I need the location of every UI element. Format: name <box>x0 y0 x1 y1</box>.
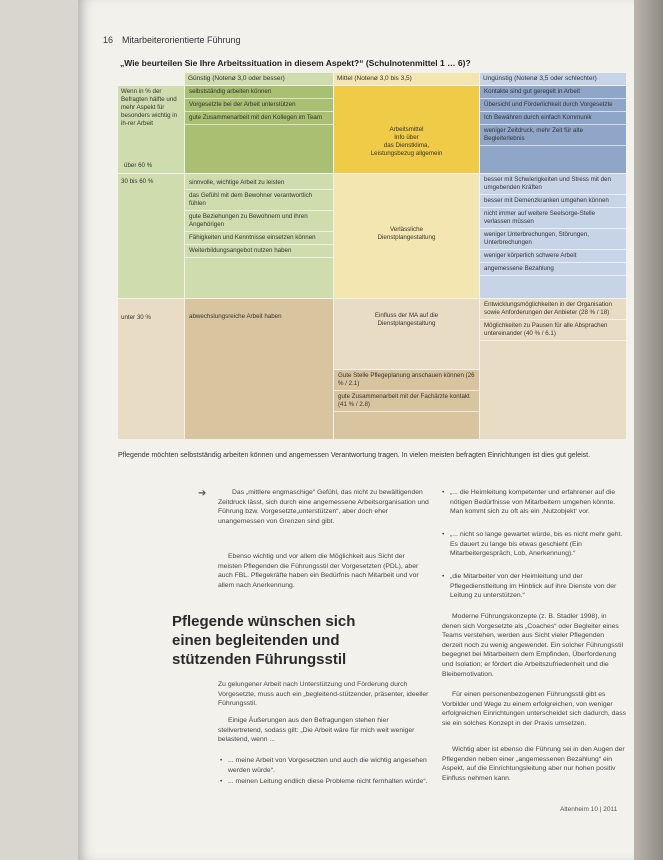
cell-good-row1 <box>185 86 333 173</box>
cell-item: Übersicht und Förderlichkeit durch Vorgesetzte <box>480 99 626 112</box>
col-header-good: Günstig (Notenø 3,0 oder besser) <box>185 73 333 85</box>
cell-item: Dienstplangestaltung <box>377 234 436 241</box>
row-sub-label: über 60 % <box>124 162 153 169</box>
row-sub-label: 30 bis 60 % <box>121 178 154 185</box>
cell-item: Ich Bewähren durch einfach Kommunik <box>480 112 626 125</box>
paragraph: Für einen personenbezogenen Führungsstil gibt es Vorbilder und Wege zu einem erfolgreichen, von weniger erfolgreichen Einrichtungen unterscheidet sich dadurch, dass sie ein solches Konzept in der Praxis umsetzen. <box>442 691 627 727</box>
bullet-item: • „... die Heimleitung kompetenter und erfahrener auf die nötigen Bedürfnisse von Mitarbeitern umgehen könnte. Man kommt sich zu oft als ein ,Nutzobjekt‘ vor. <box>450 488 626 517</box>
journal-footer: Altenheim 10 | 2011 <box>560 806 618 813</box>
cell-item: Vorgesetzte bei der Arbeit unterstützen <box>185 99 333 112</box>
section-title: Mitarbeiterorientierte Führung <box>122 35 241 45</box>
cell-item: Kontakte sind gut geregelt in Arbeit <box>480 86 626 99</box>
cell-item: weniger Unterbrechungen, Störungen, Unterbrechungen <box>480 229 626 250</box>
table-question: „Wie beurteilen Sie Ihre Arbeitssituation in diesem Aspekt?“ (Schulnotenmittel 1 … 6)? <box>120 58 471 68</box>
cell-item: gute Zusammenarbeit mit der Fachärzte kontakt (41 % / 2.8) <box>334 391 479 412</box>
bullet-item: • ... meinen Leitung endlich diese Probleme nicht fernhalten würde“. <box>228 777 430 787</box>
page-binding-edge <box>634 0 663 860</box>
cell-item: selbstständig arbeiten können <box>185 86 333 99</box>
paragraph: Zu gelungener Arbeit nach Unterstützung und Förderung durch Vorgesetzte, muss auch ein „begleitend-stützender, präsenter, ideeller Führungsstil. <box>218 681 429 708</box>
cell-mid-row2 <box>334 174 479 298</box>
cell-item: besser mit Schwierigkeiten und Stress mit den umgebenden Kräften <box>480 174 626 195</box>
cell-item: sinnvolle, wichtige Arbeit zu leisten <box>185 177 333 190</box>
col-header-mid: Mittel (Notenø 3,0 bis 3,5) <box>334 73 479 85</box>
cell-item: Einfluss der MA auf die Dienstplangestaltung <box>374 312 439 327</box>
cell-item: Fähigkeiten und Kenntnisse einsetzen können <box>185 232 333 245</box>
cell-good-row3 <box>185 299 333 439</box>
cell-bad-row2 <box>480 174 626 298</box>
cell-item: weniger Zeitdruck, mehr Zeit für alte Begleiterlebnis <box>480 125 626 146</box>
paragraph: Moderne Führungskonzepte (z. B. Stadler 1998), in denen sich Vorgesetzte als „Coaches“ oder Begleiter eines Teams verstehen, werden aus Sicht vieler Pflegenden derzeit noch zu wenig angewendet. Ein solcher Führungsstil begegnet bei Mitarbeitern dem Empfinden, Überforderung und Isolation; er fördert die Arbeitszufriedenheit und die Bleibemotivation. <box>442 613 623 678</box>
cell-item: das Gefühl mit dem Bewohner verantwortlich fühlen <box>185 190 333 211</box>
cell-item: das Dienstklima, <box>383 142 430 149</box>
table-caption: Pflegende möchten selbstständig arbeiten können und angemessen Verantwortung tragen. In vielen meisten befragten Einrichtungen ist dies gut geleist. <box>118 452 591 459</box>
col-header-bad: Ungünstig (Notenø 3,5 oder schlechter) <box>480 73 626 85</box>
cell-bad-row1 <box>480 86 626 173</box>
cell-mid-row1 <box>334 86 479 173</box>
cell-item: gute Zusammenarbeit mit den Kollegen im Team <box>185 112 333 125</box>
paragraph: Wichtig aber ist ebenso die Führung sei in den Augen der Pflegenden neben einer „angemessenen Bezahlung“ ein Aspekt, auf die Einrichtungsleitung aber nur hohen positiv Einfluss nehmen kann. <box>442 746 625 782</box>
row-label: Wenn in % der Befragten hälfte und mehr Aspekt für besonders wichtig in ih-rer Arbeit <box>121 88 178 127</box>
bullet-item: • ... meine Arbeit von Vorgesetzten und auch die wichtig angesehen werden würde“. <box>228 756 430 775</box>
cell-item: Entwicklungsmöglichkeiten in der Organisation sowie Anforderungen der Anbieter (28 % / 18) <box>480 299 626 320</box>
cell-mid-row3-extra <box>334 370 479 439</box>
page-number: 16 <box>103 35 114 45</box>
cell-bad-row3 <box>480 299 626 439</box>
cell-mid-row3 <box>334 299 479 369</box>
cell-item: Leistungsbezug allgemein <box>370 150 443 157</box>
cell-item: abwechslungsreiche Arbeit haben <box>189 313 282 320</box>
paragraph: Das „mittlere engmaschige“ Gefühl, das nicht zu bewältigenden Zeitdruck lässt, sich durch eine angemessene Arbeitsorganisation und Führung bzw. Vorgesetzte„unterstützen“, aber doch eher unangemessen von Grenzen sind gibt. <box>218 489 429 525</box>
cell-item: nicht immer auf weitere Seelsorge-Stelle verlassen müssen <box>480 208 626 229</box>
row-sub-label: unter 30 % <box>121 314 151 321</box>
cell-item: angemessene Bezahlung <box>480 263 626 276</box>
bullet-item: • „... nicht so lange gewartet würde, bis es nicht mehr geht. Es dauert zu lange bis etwas geschieht (Ein Mitarbeitergespräch, Lob, Anerkennung).“ <box>450 530 626 559</box>
cell-item: Info über <box>394 134 419 141</box>
row-label-bg <box>118 174 184 298</box>
section-heading: Pflegende wünschen sich einen begleitenden und stützenden Führungsstil <box>172 613 356 668</box>
cell-item: Verlässliche <box>389 226 423 233</box>
paragraph: Einige Äußerungen aus den Befragungen stehen hier stellvertretend, sodass gilt: „Die Arbeit wäre für mich weit weniger belastend, wenn ... <box>218 717 415 744</box>
cell-item: besser mit Demenzkranken umgehen können <box>480 195 626 208</box>
cell-item: gute Beziehungen zu Bewohnern und ihren Angehörigen <box>185 211 333 232</box>
cell-item: Arbeitsmittel <box>389 126 424 133</box>
cell-good-row2 <box>185 174 333 298</box>
cell-item: Möglichkeiten zu Pausen für alle Absprachen untereinander (40 % / 6.1) <box>480 320 626 341</box>
paragraph: Ebenso wichtig und vor allem die Möglichkeit aus Sicht der meisten Pflegenden die Führungsstil der Vorgesetzten (PDL), aber auch FBL. Pflegekräfte haben ein Bedürfnis nach Mitarbeit und vor allem nach Anerkennung. <box>218 553 419 589</box>
arrow-icon: ➔ <box>198 488 207 499</box>
bullet-item: • „die Mitarbeiter von der Heimleitung und der Pflegedienstleitung im Hinblick auf ihre Dienste von der Leitung zu unterstützen.“ <box>450 572 626 601</box>
cell-item: Gute Stelle Pflegeplanung anschauen können (26 % / 2.1) <box>334 370 479 391</box>
cell-item: weniger körperlich schwere Arbeit <box>480 250 626 263</box>
cell-item: Weiterbildungsangebot nutzen haben <box>185 245 333 258</box>
